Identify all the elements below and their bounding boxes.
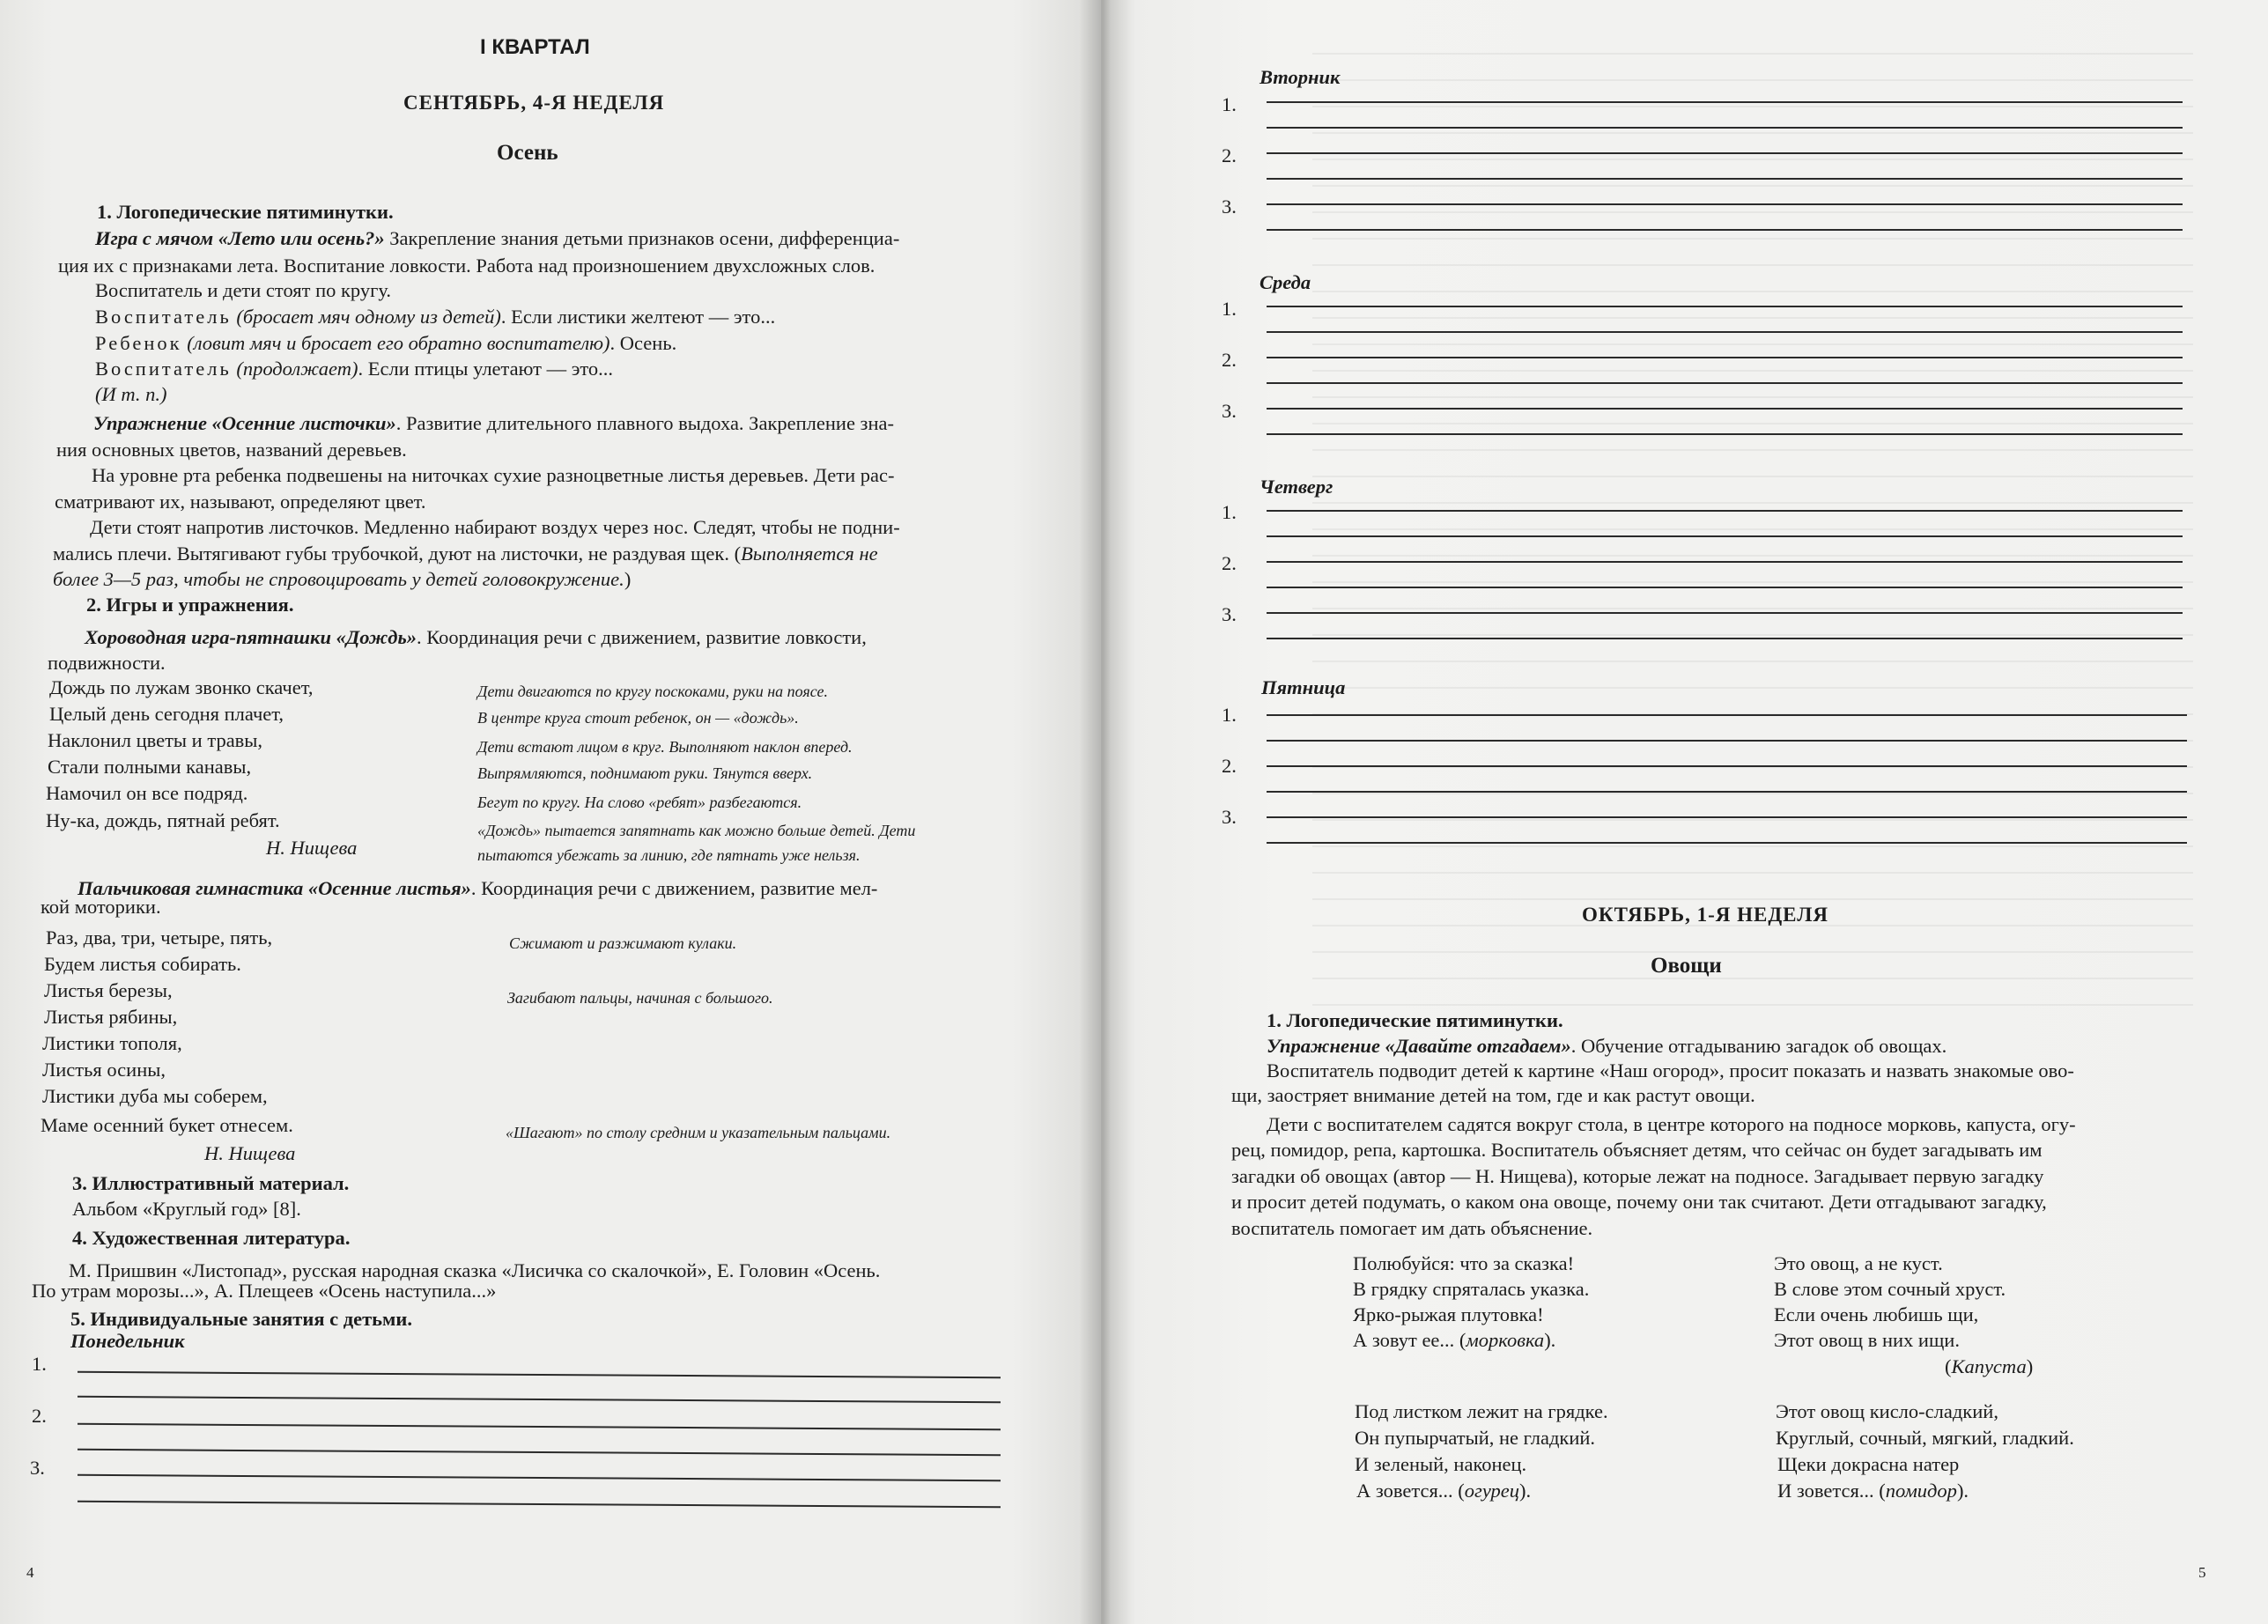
section-1-title: 1. Логопедические пятиминутки. xyxy=(97,201,394,223)
section-2-title: 2. Игры и упражнения. xyxy=(86,594,294,616)
writing-line xyxy=(1267,612,2183,614)
line-number: 3. xyxy=(1222,603,1237,625)
writing-line xyxy=(1267,816,2187,818)
exercise1-text: мались плечи. Вытягивают губы трубочкой, дуют на листочки, не раздувая щек. (Выполняется не xyxy=(53,543,878,565)
right-page xyxy=(1101,0,2268,1624)
left-page xyxy=(0,0,1110,1624)
writing-line xyxy=(1267,357,2183,358)
action-note: пытаются убежать за линию, где пятнать уже нельзя. xyxy=(477,846,861,864)
exercise1-text: сматривают их, называют, определяют цвет. xyxy=(55,491,426,513)
exercise-text: Дети с воспитателем садятся вокруг стола, в центре которого на подносе морковь, капуста, огу- xyxy=(1267,1113,2076,1135)
section-1-title: 1. Логопедические пятиминутки. xyxy=(1267,1009,1563,1031)
line-number: 2. xyxy=(1222,755,1237,777)
writing-line xyxy=(78,1371,1001,1378)
riddle-line: В слове этом сочный хруст. xyxy=(1774,1278,2006,1300)
exercise1-paragraph-cont: ния основных цветов, названий деревьев. xyxy=(56,439,407,461)
page-number: 5 xyxy=(2198,1564,2206,1581)
exercise1-text: На уровне рта ребенка подвешены на ниточках сухие разноцветные листья деревьев. Дети рас- xyxy=(92,464,895,486)
section-5-title: 5. Индивидуальные занятия с детьми. xyxy=(70,1308,412,1330)
riddle-line: В грядку спряталась указка. xyxy=(1353,1278,1590,1300)
section-4-title: 4. Художественная литература. xyxy=(72,1227,351,1249)
poem-author: Н. Нищева xyxy=(266,837,358,859)
poem-line: Листики дуба мы соберем, xyxy=(42,1085,268,1107)
day-label-wednesday: Среда xyxy=(1260,271,1311,293)
action-note: Бегут по кругу. На слово «ребят» разбегаются. xyxy=(477,794,802,811)
dialogue-line: Воспитатель (бросает мяч одному из детей). Если листики желтеют — это... xyxy=(95,306,776,328)
writing-line xyxy=(1267,229,2183,231)
section-4-text: По утрам морозы...», А. Плещеев «Осень наступила...» xyxy=(32,1280,497,1302)
poem-line: Будем листья собирать. xyxy=(44,953,241,975)
riddle-line: Под листком лежит на грядке. xyxy=(1355,1400,1608,1422)
riddle-line: Ярко-рыжая плутовка! xyxy=(1353,1303,1544,1325)
writing-line xyxy=(1267,510,2183,512)
book-gutter-shadow xyxy=(1079,0,1132,1624)
writing-line xyxy=(1267,433,2183,435)
action-note: В центре круга стоит ребенок, он — «дождь». xyxy=(477,709,799,727)
exercise1-text: более 3—5 раз, чтобы не спровоцировать у детей головокружение.) xyxy=(53,568,632,590)
writing-line xyxy=(1267,791,2187,793)
writing-line xyxy=(1267,127,2183,129)
poem-line: Листики тополя, xyxy=(42,1032,182,1054)
game1-paragraph: Игра с мячом «Лето или осень?» Закрепление знания детьми признаков осени, дифференциа- xyxy=(95,227,900,249)
riddle-line: Этот овощ кисло-сладкий, xyxy=(1776,1400,1998,1422)
poem-line: Маме осенний букет отнесем. xyxy=(41,1114,293,1136)
line-number: 1. xyxy=(1222,501,1237,523)
action-note: Загибают пальцы, начиная с большого. xyxy=(507,989,773,1007)
riddle-line: Это овощ, а не куст. xyxy=(1774,1252,1943,1274)
topic-heading: Овощи xyxy=(1651,954,1722,978)
dialogue-etc: (И т. п.) xyxy=(95,383,167,405)
writing-line xyxy=(78,1449,1001,1456)
line-number: 2. xyxy=(1222,349,1237,371)
exercise-text: и просит детей подумать, о каком она овоще, почему они так считают. Дети отгадывают загадку, xyxy=(1231,1191,2047,1213)
riddle-line: Щеки докрасна натер xyxy=(1777,1453,1960,1475)
writing-line xyxy=(78,1396,1001,1403)
riddle-line: И зовется... (помидор). xyxy=(1777,1480,1969,1502)
exercise-paragraph: Упражнение «Давайте отгадаем». Обучение отгадыванию загадок об овощах. xyxy=(1267,1035,1947,1057)
quarter-heading: I КВАРТАЛ xyxy=(480,35,590,59)
section-3-text: Альбом «Круглый год» [8]. xyxy=(72,1198,301,1220)
week-heading: СЕНТЯБРЬ, 4-Я НЕДЕЛЯ xyxy=(403,92,665,114)
exercise-text: щи, заостряет внимание детей на том, где и как растут овощи. xyxy=(1231,1084,1755,1106)
poem-line: Намочил он все подряд. xyxy=(46,782,248,804)
poem-line: Стали полными канавы, xyxy=(48,756,252,778)
action-note: Выпрямляются, поднимают руки. Тянутся вверх. xyxy=(477,764,813,782)
riddle-line: Если очень любишь щи, xyxy=(1774,1303,1979,1325)
writing-line xyxy=(78,1423,1001,1430)
writing-line xyxy=(1267,382,2183,384)
game1-paragraph-cont: ция их с признаками лета. Воспитание ловкости. Работа над произношением двухсложных слов. xyxy=(58,255,875,277)
exercise-text: Воспитатель подводит детей к картине «Наш огород», просит показать и назвать знакомые ово- xyxy=(1267,1059,2074,1081)
writing-line xyxy=(1267,535,2183,537)
poem-line: Целый день сегодня плачет, xyxy=(49,703,284,725)
exercise-text: рец, помидор, репа, картошка. Воспитатель объясняет детям, что сейчас он будет загадывать им xyxy=(1231,1139,2043,1161)
riddle-answer: (Капуста) xyxy=(1945,1355,2034,1377)
exercise-text: воспитатель помогает им дать объяснение. xyxy=(1231,1217,1593,1239)
riddle-line: Полюбуйся: что за сказка! xyxy=(1353,1252,1575,1274)
writing-line xyxy=(1267,587,2183,588)
line-number: 3. xyxy=(30,1457,45,1479)
poem-author: Н. Нищева xyxy=(204,1142,296,1164)
topic-heading: Осень xyxy=(497,141,558,165)
poem-line: Дождь по лужам звонко скачет, xyxy=(49,676,314,698)
action-note: «Дождь» пытается запятнать как можно больше детей. Дети xyxy=(477,822,916,839)
riddle-line: А зовется... (огурец). xyxy=(1356,1480,1532,1502)
finger-paragraph: Пальчиковая гимнастика «Осенние листья». Координация речи с движением, развитие мел- xyxy=(78,877,878,899)
week-heading: ОКТЯБРЬ, 1-Я НЕДЕЛЯ xyxy=(1582,904,1828,926)
writing-line xyxy=(1267,152,2183,154)
section-4-text: М. Пришвин «Листопад», русская народная сказка «Лисичка со скалочкой», Е. Головин «Осень. xyxy=(69,1259,881,1281)
section-3-title: 3. Иллюстративный материал. xyxy=(72,1172,350,1194)
line-number: 2. xyxy=(32,1405,47,1427)
poem-line: Ну-ка, дождь, пятнай ребят. xyxy=(46,809,280,831)
riddle-line: А зовут ее... (морковка). xyxy=(1353,1329,1556,1351)
exercise-text: загадки об овощах (автор — Н. Нищева), которые лежат на подносе. Загадывает первую загадку xyxy=(1231,1165,2044,1187)
writing-line xyxy=(1267,561,2183,563)
writing-line xyxy=(1267,842,2187,844)
line-number: 3. xyxy=(1222,400,1237,422)
writing-line xyxy=(78,1474,1001,1481)
action-note: Дети двигаются по кругу поскоками, руки на поясе. xyxy=(477,683,829,700)
line-number: 1. xyxy=(1222,93,1237,115)
line-number: 3. xyxy=(1222,806,1237,828)
action-note: Дети встают лицом в круг. Выполняют наклон вперед. xyxy=(477,738,853,756)
dialogue-line: Воспитатель (продолжает). Если птицы улетают — это... xyxy=(95,358,614,380)
writing-line xyxy=(1267,178,2183,180)
writing-line xyxy=(78,1501,1001,1508)
day-label-monday: Понедельник xyxy=(70,1330,185,1352)
poem-line: Листья березы, xyxy=(44,979,173,1001)
riddle-line: Этот овощ в них ищи. xyxy=(1774,1329,1960,1351)
line-number: 1. xyxy=(1222,298,1237,320)
writing-line xyxy=(1267,638,2183,639)
game2-paragraph: Хороводная игра-пятнашки «Дождь». Координация речи с движением, развитие ловкости, xyxy=(85,626,867,648)
action-note: «Шагают» по столу средним и указательным пальцами. xyxy=(506,1124,891,1141)
poem-line: Листья осины, xyxy=(42,1059,166,1081)
line-number: 1. xyxy=(1222,704,1237,726)
day-label-thursday: Четверг xyxy=(1260,476,1333,498)
day-label-tuesday: Вторник xyxy=(1260,66,1341,88)
riddle-line: Он пупырчатый, не гладкий. xyxy=(1355,1427,1596,1449)
line-number: 2. xyxy=(1222,144,1237,166)
riddle-line: Круглый, сочный, мягкий, гладкий. xyxy=(1776,1427,2074,1449)
line-number: 2. xyxy=(1222,552,1237,574)
day-label-friday: Пятница xyxy=(1261,676,1346,698)
writing-line xyxy=(1267,331,2183,333)
exercise1-text: Дети стоят напротив листочков. Медленно набирают воздух через нос. Следят, чтобы не подни- xyxy=(90,516,900,538)
writing-line xyxy=(1267,765,2187,767)
writing-line xyxy=(1267,740,2187,742)
show-through-texture xyxy=(1312,53,2193,1022)
riddle-line: И зеленый, наконец. xyxy=(1355,1453,1527,1475)
writing-line xyxy=(1267,203,2183,205)
writing-line xyxy=(1267,714,2187,716)
line-number: 3. xyxy=(1222,196,1237,218)
game1-setup: Воспитатель и дети стоят по кругу. xyxy=(95,279,391,301)
writing-line xyxy=(1267,101,2183,103)
writing-line xyxy=(1267,408,2183,410)
dialogue-line: Ребенок (ловит мяч и бросает его обратно воспитателю). Осень. xyxy=(95,332,677,354)
poem-line: Листья рябины, xyxy=(44,1006,178,1028)
action-note: Сжимают и разжимают кулаки. xyxy=(509,934,737,952)
finger-paragraph-cont: кой моторики. xyxy=(41,896,161,918)
line-number: 1. xyxy=(32,1353,47,1375)
poem-line: Наклонил цветы и травы, xyxy=(48,729,263,751)
page-number: 4 xyxy=(26,1564,34,1581)
exercise1-paragraph: Упражнение «Осенние листочки». Развитие длительного плавного выдоха. Закрепление зна- xyxy=(93,412,894,434)
poem-line: Раз, два, три, четыре, пять, xyxy=(46,926,273,949)
game2-paragraph-cont: подвижности. xyxy=(48,652,166,674)
writing-line xyxy=(1267,306,2183,307)
